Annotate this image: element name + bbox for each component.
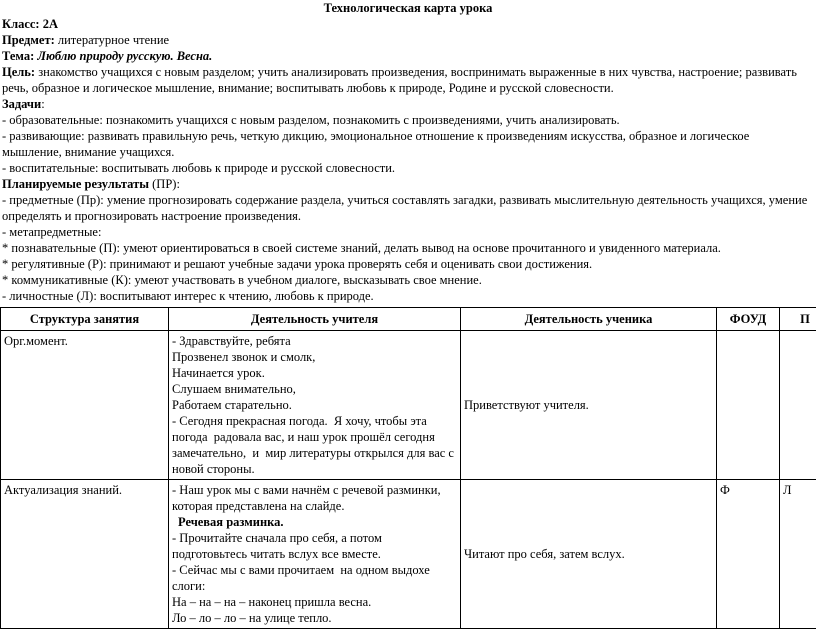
class-line [2, 16, 816, 32]
results-heading [2, 176, 816, 192]
teacher-line: - Сейчас мы с вами прочитаем на одном выдохе слоги: [172, 562, 457, 594]
teacher-cell [169, 331, 461, 480]
teacher-line: - Наш урок мы с вами начнём с речевой разминки, которая представлена на слайде. [172, 482, 457, 514]
result-item: * коммуникативные (К): умеют участвовать в учебном диалоге, высказывать свое мнение. [2, 272, 808, 288]
warmup-heading: Речевая разминка. [172, 514, 457, 530]
topic-value: Люблю природу русскую. Весна. [37, 49, 212, 63]
task-item: - образовательные: познакомить учащихся с новым разделом, познакомить с произведениями, учить анализировать. [2, 112, 808, 128]
teacher-cell [169, 480, 461, 629]
header-structure: Структура занятия [1, 308, 169, 331]
header-p: П [780, 308, 816, 331]
task-item: - воспитательные: воспитывать любовь к природе и русской словесности. [2, 160, 808, 176]
teacher-line: Ло – ло – ло – на улице тепло. [172, 610, 457, 626]
header-student: Деятельность ученика [461, 308, 717, 331]
teacher-line: Прозвенел звонок и смолк, [172, 349, 457, 365]
subject-value: литературное чтение [58, 33, 169, 47]
result-item: - предметные (Пр): умение прогнозировать содержание раздела, учиться составлять загадки, развивать мыслительную деятельность учащихся, умение определять и прогнозировать настроение произведения. [2, 192, 808, 224]
teacher-line: - Прочитайте сначала про себя, а потом подготовьтесь читать вслух все вместе. [172, 530, 457, 562]
teacher-line: Работаем старательно. [172, 397, 457, 413]
foud-cell [717, 331, 780, 480]
subject-label: Предмет: [2, 33, 55, 47]
header-teacher: Деятельность учителя [169, 308, 461, 331]
topic-line [2, 48, 816, 64]
stage-cell: Актуализация знаний. [1, 480, 169, 629]
student-cell: Читают про себя, затем вслух. [461, 480, 717, 629]
document-title: Технологическая карта урока [0, 0, 816, 16]
task-item: - развивающие: развивать правильную речь, четкую дикцию, эмоциональное отношение к произведениям искусства, образное и логическое мышление, внимание учащихся. [2, 128, 808, 160]
student-cell: Приветствуют учителя. [461, 331, 717, 480]
lesson-table [0, 307, 816, 629]
tasks-label: Задачи [2, 97, 41, 111]
table-header-row [1, 308, 816, 331]
teacher-line: - Сегодня прекрасная погода. Я хочу, чтобы эта погода радовала вас, и наш урок прошёл сегодня замечательно, и мир литературы открылся для вас с новой стороны. [172, 413, 457, 477]
goal-label: Цель: [2, 65, 35, 79]
tasks-heading: Задачи: [2, 96, 816, 112]
teacher-line: - Здравствуйте, ребята [172, 333, 457, 349]
table-row [1, 480, 816, 629]
goal-paragraph [2, 64, 808, 96]
header-foud: ФОУД [717, 308, 780, 331]
teacher-line: Начинается урок. [172, 365, 457, 381]
result-item: * регулятивные (Р): принимают и решают учебные задачи урока проверять себя и оценивать свои достижения. [2, 256, 808, 272]
document [0, 0, 816, 304]
result-item: - метапредметные: [2, 224, 808, 240]
results-abbr: (ПР): [152, 177, 180, 191]
stage-cell: Орг.момент. [1, 331, 169, 480]
foud-cell: Ф [717, 480, 780, 629]
class-value: 2А [43, 17, 58, 31]
table-row [1, 331, 816, 480]
teacher-line: Слушаем внимательно, [172, 381, 457, 397]
result-item: - личностные (Л): воспитывают интерес к чтению, любовь к природе. [2, 288, 808, 304]
class-label: Класс: [2, 17, 40, 31]
p-cell: Л [780, 480, 816, 629]
subject-line [2, 32, 816, 48]
result-item: * познавательные (П): умеют ориентироваться в своей системе знаний, делать вывод на основе прочитанного и увиденного материала. [2, 240, 808, 256]
topic-label: Тема: [2, 49, 34, 63]
goal-text: знакомство учащихся с новым разделом; учить анализировать произведения, воспринимать выраженные в них чувства, настроение; развивать речь, образное и логическое мышление, внимание; воспитывать любовь к природе, Родине и русской словесности. [2, 65, 797, 95]
teacher-line: На – на – на – наконец пришла весна. [172, 594, 457, 610]
results-label: Планируемые результаты [2, 177, 149, 191]
p-cell [780, 331, 816, 480]
